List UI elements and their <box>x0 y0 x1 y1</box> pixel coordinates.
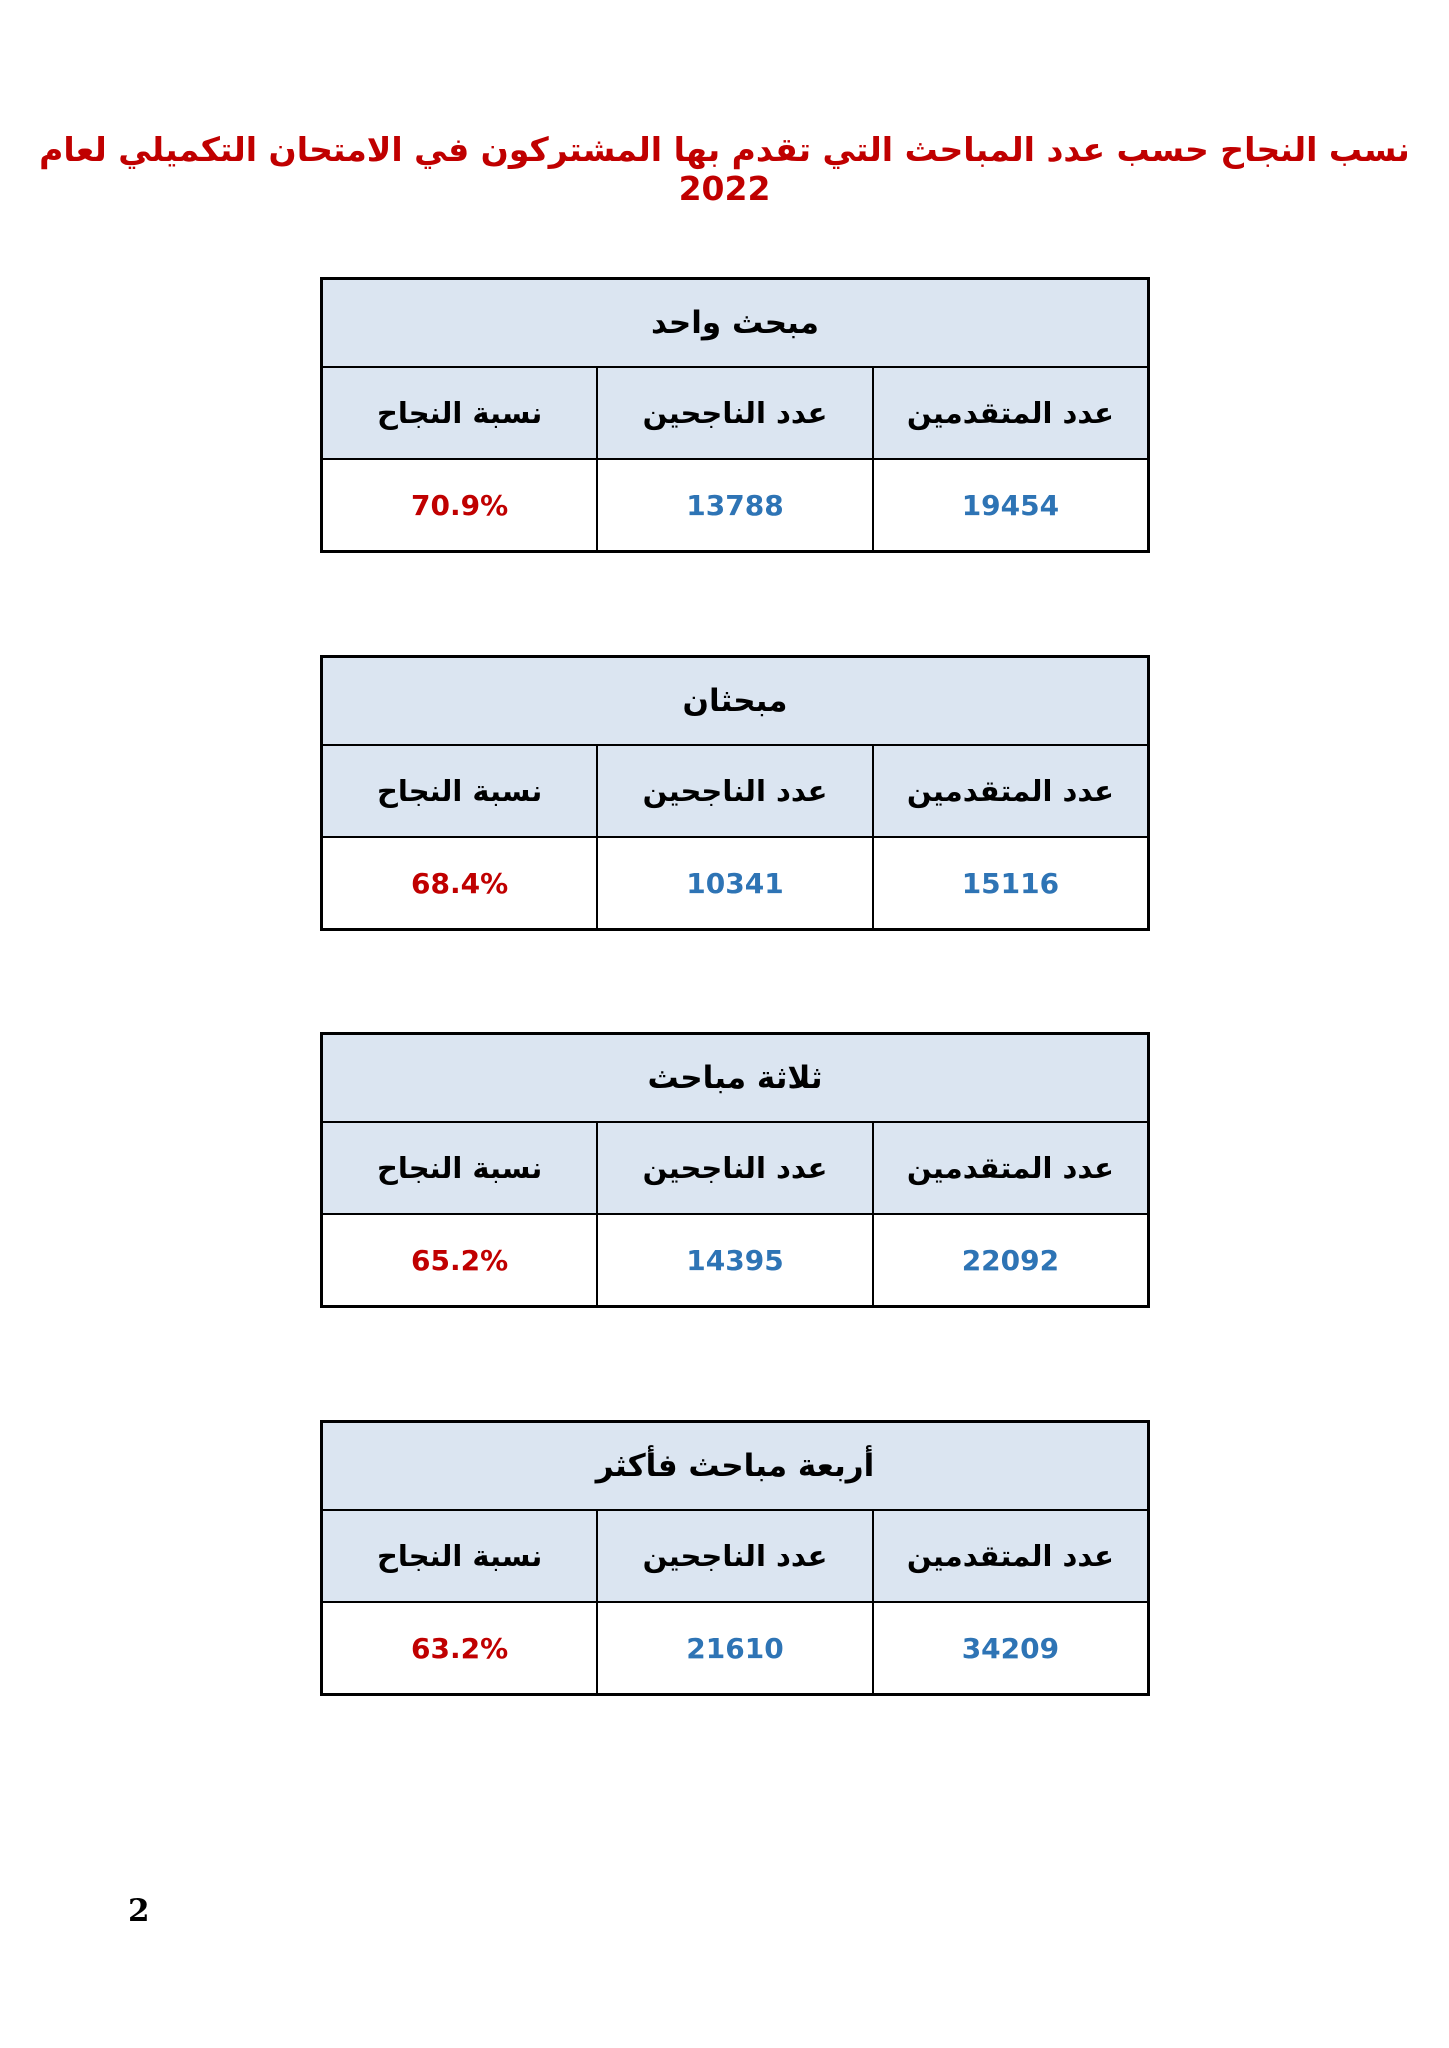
table-group-header: ثلاثة مباحث <box>322 1034 1149 1123</box>
column-header-applicants: عدد المتقدمين <box>873 1510 1149 1602</box>
success-rate-value: 68.4% <box>322 837 598 930</box>
applicants-value: 19454 <box>873 459 1149 552</box>
table-row <box>322 657 1149 746</box>
success-rate-value: 63.2% <box>322 1602 598 1695</box>
table-row <box>322 1510 1149 1602</box>
table-row <box>322 1214 1149 1307</box>
table-row <box>322 1602 1149 1695</box>
column-header-applicants: عدد المتقدمين <box>873 367 1149 459</box>
applicants-value: 15116 <box>873 837 1149 930</box>
table-group-header: مبحثان <box>322 657 1149 746</box>
applicants-value: 22092 <box>873 1214 1149 1307</box>
table-row <box>322 745 1149 837</box>
table-four-or-more-subjects <box>320 1420 1150 1696</box>
column-header-passers: عدد الناجحين <box>597 1510 873 1602</box>
page-title: نسب النجاح حسب عدد المباحث التي تقدم بها المشتركون في الامتحان التكميلي لعام 2022 <box>39 130 1410 208</box>
page-number: 2 <box>128 1893 150 1929</box>
column-header-applicants: عدد المتقدمين <box>873 1122 1149 1214</box>
table-row <box>322 279 1149 368</box>
table-three-subjects <box>320 1032 1150 1308</box>
table-row <box>322 1034 1149 1123</box>
table-row <box>322 1122 1149 1214</box>
table-group-header: أربعة مباحث فأكثر <box>322 1422 1149 1511</box>
column-header-applicants: عدد المتقدمين <box>873 745 1149 837</box>
success-rate-value: 70.9% <box>322 459 598 552</box>
table-two-subjects <box>320 655 1150 931</box>
column-header-success-rate: نسبة النجاح <box>322 1122 598 1214</box>
passers-value: 13788 <box>597 459 873 552</box>
applicants-value: 34209 <box>873 1602 1149 1695</box>
passers-value: 21610 <box>597 1602 873 1695</box>
table-row <box>322 837 1149 930</box>
column-header-success-rate: نسبة النجاح <box>322 367 598 459</box>
column-header-passers: عدد الناجحين <box>597 367 873 459</box>
success-rate-value: 65.2% <box>322 1214 598 1307</box>
table-group-header: مبحث واحد <box>322 279 1149 368</box>
column-header-passers: عدد الناجحين <box>597 1122 873 1214</box>
column-header-passers: عدد الناجحين <box>597 745 873 837</box>
table-row <box>322 1422 1149 1511</box>
table-row <box>322 367 1149 459</box>
table-one-subject <box>320 277 1150 553</box>
table-row <box>322 459 1149 552</box>
column-header-success-rate: نسبة النجاح <box>322 745 598 837</box>
passers-value: 10341 <box>597 837 873 930</box>
column-header-success-rate: نسبة النجاح <box>322 1510 598 1602</box>
passers-value: 14395 <box>597 1214 873 1307</box>
